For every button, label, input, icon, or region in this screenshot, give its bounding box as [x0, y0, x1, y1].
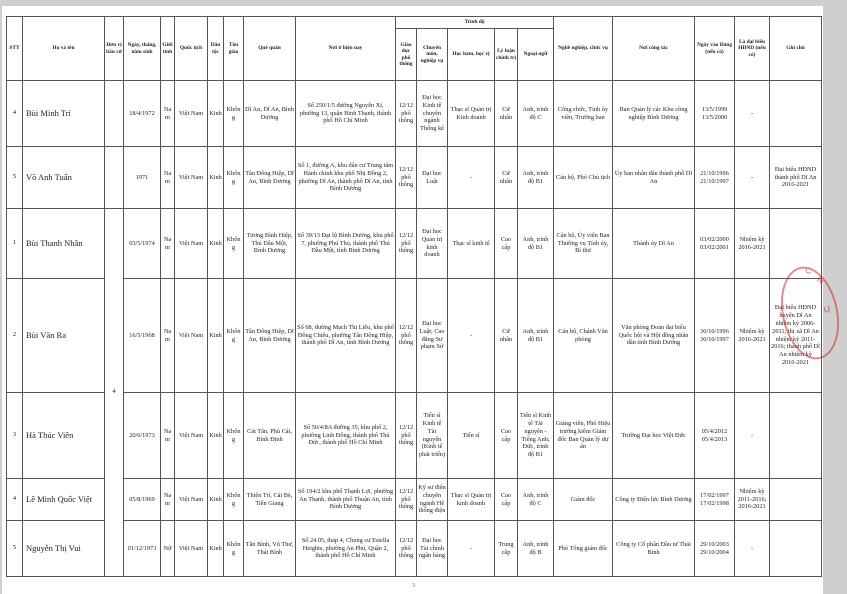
cell-job: Cán bộ, Chánh Văn phòng [554, 279, 613, 393]
cell-general: 12/12 phổ thông [396, 209, 417, 279]
cell-specialty: Đại học Quản trị kinh doanh [417, 209, 448, 279]
cell-note [770, 393, 822, 479]
cell-specialty: Tiến sĩ Kinh tế Tài nguyên (Kinh tế phát triển) [417, 393, 448, 479]
cell-hometown: Dĩ An, Dĩ An, Bình Dương [244, 81, 296, 147]
cell-residence: Số 39/13 Đại lộ Bình Dương, khu phố 7, phường Phú Thọ, thành phố Thủ Dầu Một, tỉnh Bình Dương [296, 209, 396, 279]
header-education-group: Trình độ [396, 17, 554, 29]
cell-residence: Số 1, đường A, khu dân cư Trung tâm Hành chính khu phố Nhị Đồng 2, phường Dĩ An, thành phố Dĩ An, tỉnh Bình Dương [296, 147, 396, 209]
header-hometown: Quê quán [244, 17, 296, 81]
cell-language: Tiến sĩ Kinh tế Tài nguyên - Tiếng Anh; Đức, trình độ B1 [518, 393, 554, 479]
cell-party: 05/4/2012 05/4/2013 [695, 393, 735, 479]
cell-politics: Cao cấp [495, 393, 518, 479]
cell-dob: 16/5/1968 [124, 279, 161, 393]
cell-name: Hà Thúc Viên [23, 393, 105, 479]
cell-ethnicity: Kinh [208, 393, 224, 479]
header-stt: STT [7, 17, 23, 81]
cell-hometown: Thiện Trí, Cái Bè, Tiền Giang [244, 479, 296, 521]
cell-dob: 05/8/1969 [124, 479, 161, 521]
cell-general: 12/12 phổ thông [396, 521, 417, 577]
cell-party: 29/10/2003 29/10/2004 [695, 521, 735, 577]
table-row [7, 209, 822, 279]
header-nationality: Quốc tịch [175, 17, 208, 81]
cell-religion: Không [224, 521, 244, 577]
cell-ethnicity: Kinh [208, 209, 224, 279]
cell-nationality: Việt Nam [175, 147, 208, 209]
cell-language: Anh, trình độ C [518, 479, 554, 521]
cell-hometown: Tân Đông Hiệp, Dĩ An, Bình Dương [244, 147, 296, 209]
cell-specialty: Đại học Kinh tế chuyên ngành Thống kê [417, 81, 448, 147]
header-religion: Tôn giáo [224, 17, 244, 81]
cell-gender: Nam [161, 479, 175, 521]
cell-gender: Nữ [161, 521, 175, 577]
cell-note [770, 479, 822, 521]
cell-note [770, 521, 822, 577]
cell-general: 12/12 phổ thông [396, 479, 417, 521]
table-body [7, 81, 822, 577]
header-dob: Ngày, tháng, năm sinh [124, 17, 161, 81]
cell-residence: Số 50/4/8A đường 35, khu phố 2, phường Linh Đông, thành phố Thủ Đức, thành phố Hồ Chí Minh [296, 393, 396, 479]
cell-residence: Số 194/2 khu phố Thạnh Lợi, phường An Thạnh, thành phố Thuận An, tỉnh Bình Dương [296, 479, 396, 521]
cell-politics: Cử nhân [495, 279, 518, 393]
cell-language: Anh, trình độ B1 [518, 209, 554, 279]
header-language: Ngoại ngữ [518, 29, 554, 81]
cell-name: Lê Minh Quốc Việt [23, 479, 105, 521]
red-seal-stamp: C N U [773, 261, 847, 365]
cell-stt: 5 [7, 521, 23, 577]
cell-nationality: Việt Nam [175, 479, 208, 521]
header-name: Họ và tên [23, 17, 105, 81]
cell-dob: 18/4/1972 [124, 81, 161, 147]
cell-dob: 1971 [124, 147, 161, 209]
cell-language: Anh, trình độ B [518, 521, 554, 577]
cell-politics: Cao cấp [495, 479, 518, 521]
table-row [7, 479, 822, 521]
cell-gender: Nam [161, 209, 175, 279]
cell-job: Giảng viên, Phó Hiệu trưởng kiêm Giám đốc Ban Quản lý dự án [554, 393, 613, 479]
cell-nationality: Việt Nam [175, 393, 208, 479]
header-job: Nghề nghiệp, chức vụ [554, 17, 613, 81]
table-row [7, 81, 822, 147]
cell-hometown: Tương Bình Hiệp, Thủ Dầu Một, Bình Dương [244, 209, 296, 279]
cell-ethnicity: Kinh [208, 521, 224, 577]
cell-name: Nguyễn Thị Vui [23, 521, 105, 577]
cell-general: 12/12 phổ thông [396, 393, 417, 479]
cell-nationality: Việt Nam [175, 521, 208, 577]
cell-stt: 3 [7, 393, 23, 479]
header-gender: Giới tính [161, 17, 175, 81]
header-degree: Học hàm, học vị [448, 29, 495, 81]
cell-general: 12/12 phổ thông [396, 279, 417, 393]
cell-degree: Thạc sĩ kinh tế [448, 209, 495, 279]
cell-specialty: Đại học Luật; Cao đẳng Sư phạm Sử [417, 279, 448, 393]
cell-party: 21/10/1996 21/10/1997 [695, 147, 735, 209]
cell-specialty: Đại học Tài chính ngân hàng [417, 521, 448, 577]
header-note: Ghi chú [770, 17, 822, 81]
cell-party: 03/02/2000 03/02/2001 [695, 209, 735, 279]
cell-nationality: Việt Nam [175, 81, 208, 147]
cell-dob: 03/5/1974 [124, 209, 161, 279]
cell-hometown: Tân Đông Hiệp, Dĩ An, Bình Dương [244, 279, 296, 393]
cell-residence: Số 250/1/5 đường Nguyễn Xí, phường 13, quận Bình Thạnh, thành phố Hồ Chí Minh [296, 81, 396, 147]
cell-gender: Nam [161, 393, 175, 479]
cell-nationality: Việt Nam [175, 279, 208, 393]
cell-ethnicity: Kinh [208, 479, 224, 521]
cell-delegate: - [735, 147, 770, 209]
table-row [7, 521, 822, 577]
cell-delegate: Nhiệm kỳ 2011-2016; 2016-2021 [735, 479, 770, 521]
cell-hometown: Tân Bình, Vũ Thư, Thái Bình [244, 521, 296, 577]
cell-general: 12/12 phổ thông [396, 147, 417, 209]
cell-politics: Trung cấp [495, 521, 518, 577]
cell-religion: Không [224, 279, 244, 393]
cell-delegate: - [735, 521, 770, 577]
cell-religion: Không [224, 393, 244, 479]
table-row [7, 279, 822, 393]
cell-party: 30/10/1996 30/10/1997 [695, 279, 735, 393]
header-specialty: Chuyên môn, nghiệp vụ [417, 29, 448, 81]
cell-religion: Không [224, 81, 244, 147]
cell-party: 13/5/1999 13/5/2000 [695, 81, 735, 147]
cell-delegate: - [735, 393, 770, 479]
table-row [7, 393, 822, 479]
cell-unit [105, 81, 124, 147]
cell-party: 17/02/1997 17/02/1998 [695, 479, 735, 521]
candidate-table [6, 16, 822, 577]
cell-degree: Thạc sĩ Quản trị Kinh doanh [448, 81, 495, 147]
cell-gender: Nam [161, 279, 175, 393]
cell-degree: Thạc sĩ Quản trị kinh doanh [448, 479, 495, 521]
cell-specialty: Đại học Luật [417, 147, 448, 209]
cell-name: Bùi Văn Ra [23, 279, 105, 393]
cell-hometown: Cát Tân, Phù Cát, Bình Định [244, 393, 296, 479]
document-page [2, 6, 832, 594]
cell-politics: Cử nhân [495, 81, 518, 147]
cell-gender: Nam [161, 147, 175, 209]
header-delegate: Là đại biểu HĐND (nếu có) [735, 17, 770, 81]
cell-job: Công chức, Tỉnh ủy viên, Trưởng ban [554, 81, 613, 147]
cell-delegate: - [735, 81, 770, 147]
cell-workplace: Công ty Cổ phần Đầu tư Thái Bình [613, 521, 695, 577]
cell-general: 12/12 phổ thông [396, 81, 417, 147]
cell-workplace: Ủy ban nhân dân thành phố Dĩ An [613, 147, 695, 209]
cell-degree: - [448, 147, 495, 209]
cell-job: Phó Tổng giám đốc [554, 521, 613, 577]
cell-degree: - [448, 521, 495, 577]
cell-unit [105, 147, 124, 209]
cell-stt: 2 [7, 279, 23, 393]
cell-degree: - [448, 279, 495, 393]
cell-residence: Số 68, đường Mạch Thị Liễu, khu phố Đông Chiêu, phường Tân Đông Hiệp, thành phố Dĩ An, tỉnh Bình Dương [296, 279, 396, 393]
header-party: Ngày vào Đảng (nếu có) [695, 17, 735, 81]
cell-dob: 20/6/1973 [124, 393, 161, 479]
cell-stt: 5 [7, 147, 23, 209]
cell-politics: Cao cấp [495, 209, 518, 279]
cell-stt: 4 [7, 479, 23, 521]
cell-name: Võ Anh Tuấn [23, 147, 105, 209]
header-unit: Đơn vị bầu cử [105, 17, 124, 81]
page-number: 3 [412, 583, 415, 589]
cell-delegate: Nhiệm kỳ 2016-2021 [735, 279, 770, 393]
table-row [7, 147, 822, 209]
header-workplace: Nơi công tác [613, 17, 695, 81]
cell-name: Bùi Minh Trí [23, 81, 105, 147]
cell-ethnicity: Kinh [208, 147, 224, 209]
cell-job: Giám đốc [554, 479, 613, 521]
header-ethnicity: Dân tộc [208, 17, 224, 81]
cell-workplace: Công ty Điện lực Bình Dương [613, 479, 695, 521]
cell-stt: 4 [7, 81, 23, 147]
header-general: Giáo dục phổ thông [396, 29, 417, 81]
cell-politics: Cử nhân [495, 147, 518, 209]
cell-ethnicity: Kinh [208, 279, 224, 393]
cell-dob: 01/12/1973 [124, 521, 161, 577]
cell-name: Bùi Thanh Nhân [23, 209, 105, 279]
cell-workplace: Ban Quản lý các Khu công nghiệp Bình Dương [613, 81, 695, 147]
cell-job: Cán bộ, Phó Chủ tịch [554, 147, 613, 209]
cell-delegate: Nhiệm kỳ 2016-2021 [735, 209, 770, 279]
cell-note: Đại biểu HĐND thành phố Dĩ An 2016-2021 [770, 147, 822, 209]
cell-ethnicity: Kinh [208, 81, 224, 147]
cell-language: Anh, trình độ B1 [518, 147, 554, 209]
cell-religion: Không [224, 147, 244, 209]
cell-religion: Không [224, 209, 244, 279]
cell-note [770, 81, 822, 147]
cell-gender: Nam [161, 81, 175, 147]
cell-specialty: Kỹ sư điện chuyên ngành Hệ thống điện [417, 479, 448, 521]
cell-language: Anh, trình độ B1 [518, 279, 554, 393]
header-politics: Lý luận chính trị [495, 29, 518, 81]
cell-language: Anh, trình độ C [518, 81, 554, 147]
cell-unit: 4 [105, 209, 124, 577]
cell-workplace: Thành ủy Dĩ An [613, 209, 695, 279]
cell-note: Đại biểu HĐND huyện Dĩ An nhiệm kỳ 2006-2011; thị xã Dĩ An nhiệm kỳ 2011-2016; thành phố Dĩ An nhiệm kỳ 2016-2021 [770, 279, 822, 393]
cell-stt: 1 [7, 209, 23, 279]
cell-workplace: Văn phòng Đoàn đại biểu Quốc hội và Hội đồng nhân dân tỉnh Bình Dương [613, 279, 695, 393]
cell-nationality: Việt Nam [175, 209, 208, 279]
cell-workplace: Trường Đại học Việt Đức [613, 393, 695, 479]
header-residence: Nơi ở hiện nay [296, 17, 396, 81]
cell-degree: Tiến sĩ [448, 393, 495, 479]
cell-job: Cán bộ, Ủy viên Ban Thường vụ Tỉnh ủy, Bí thư [554, 209, 613, 279]
cell-residence: Số 24.05, tháp 4, Chung cư Estella Heights, phường An Phú, Quận 2, thành phố Hồ Chí Minh [296, 521, 396, 577]
cell-religion: Không [224, 479, 244, 521]
